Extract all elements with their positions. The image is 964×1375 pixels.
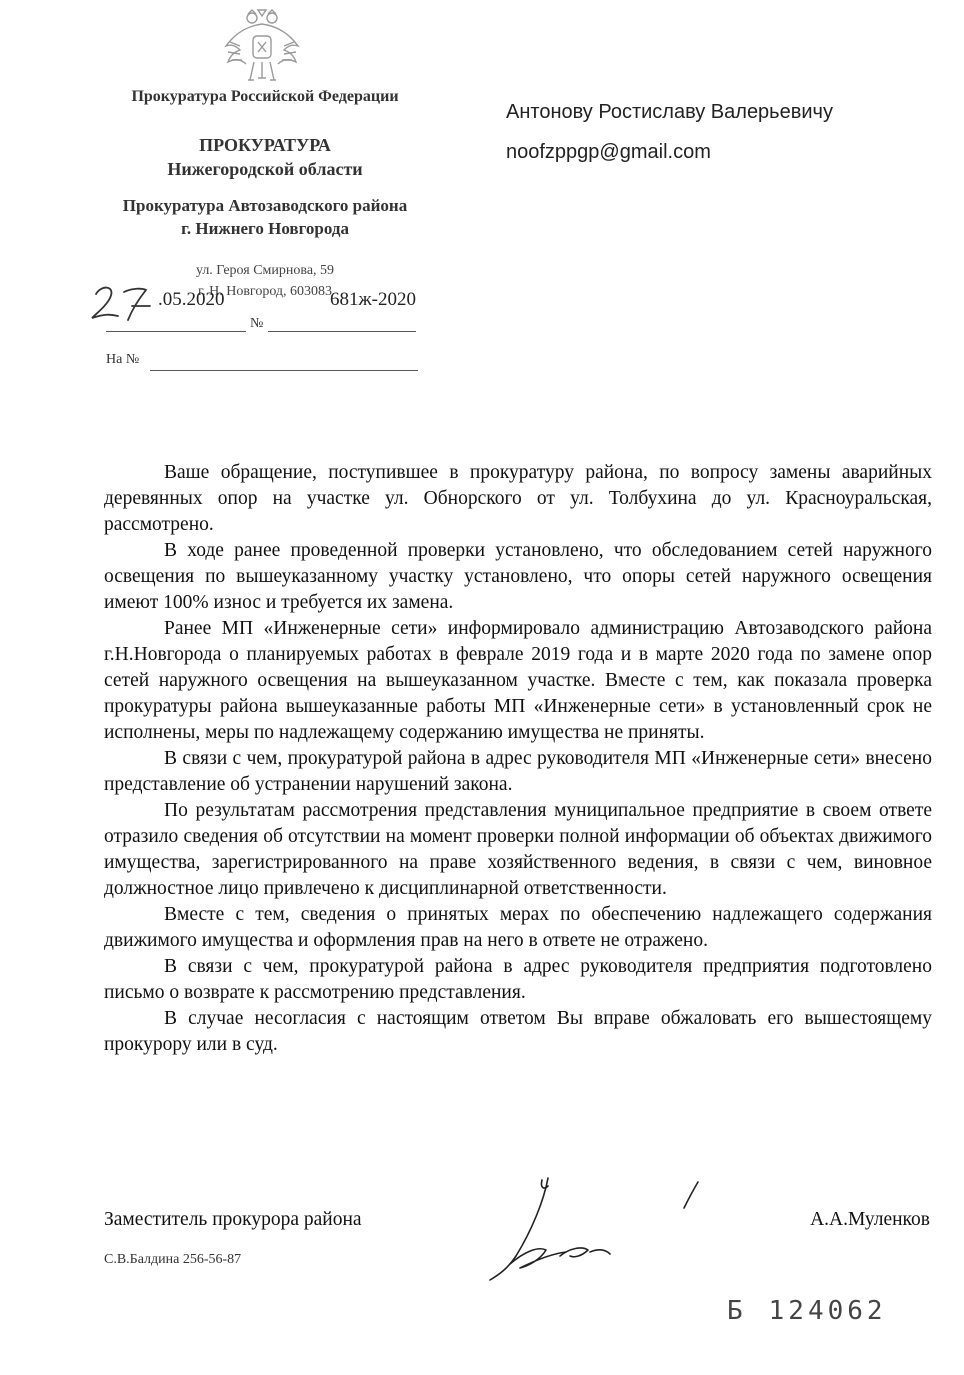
executor-contact: С.В.Балдина 256-56-87	[104, 1252, 242, 1267]
form-serial-number: 124062	[768, 1296, 887, 1326]
recipient-name: Антонову Ростиславу Валерьевичу	[506, 101, 833, 123]
address-line-1: ул. Героя Смирнова, 59	[195, 263, 335, 278]
body-paragraph: Вместе с тем, сведения о принятых мерах по обеспечению надлежащего содержания движимого имущества и оформления прав на него в ответе не отражено.	[104, 904, 932, 951]
org-district-line-2: г. Нижнего Новгорода	[181, 219, 349, 238]
letter-body	[104, 460, 932, 1058]
signatory-name: А.А.Муленков	[810, 1209, 930, 1230]
coat-of-arms-emblem	[218, 6, 306, 88]
reply-to-underline	[150, 370, 418, 371]
handwritten-day-text: 27	[88, 280, 89, 281]
form-serial	[727, 1296, 909, 1326]
date-underline	[106, 331, 246, 332]
signatory-title: Заместитель прокурора района	[104, 1209, 362, 1230]
org-federal: Прокуратура Российской Федерации	[131, 88, 399, 105]
recipient-block	[506, 92, 833, 172]
number-underline	[268, 331, 416, 332]
letter-date: .05.2020	[158, 289, 225, 310]
body-paragraph: Ранее МП «Инженерные сети» информировало администрацию Автозаводского района г.Н.Новгорода о планируемых работах в феврале 2019 года и в марте 2020 года по замене опор сетей наружного освещения на вышеуказанном участке. Вместе с тем, как показала проверка прокуратуры района вышеуказанные работы МП «Инженерные сети» в установленный срок не исполнены, меры по надлежащему содержанию имущества не приняты.	[104, 618, 932, 743]
body-paragraph: В ходе ранее проведенной проверки установлено, что обследованием сетей наружного освещения по вышеуказанному участку установлено, что опоры сетей наружного освещения имеют 100% износ и требуется их замена.	[104, 540, 932, 613]
body-paragraph: Ваше обращение, поступившее в прокуратуру района, по вопросу замены аварийных деревянных опор на участке ул. Обнорского от ул. Толбухина до ул. Красноуральская, рассмотрено.	[104, 462, 932, 535]
recipient-email: noofzppgp@gmail.com	[506, 141, 711, 163]
body-paragraph: В случае несогласия с настоящим ответом Вы вправе обжаловать его вышестоящему прокурору или в суд.	[104, 1008, 932, 1055]
body-paragraph: По результатам рассмотрения представления муниципальное предприятие в своем ответе отразило сведения об отсутствии на момент проверки полной информации об объектах движимого имущества, зарегистрированного на праве хозяйственного ведения, в связи с чем, виновное должностное лицо привлечено к дисциплинарной ответственности.	[104, 800, 932, 899]
org-regional	[70, 133, 460, 181]
body-paragraph: В связи с чем, прокуратурой района в адрес руководителя предприятия подготовлено письмо о возврате к рассмотрению представления.	[104, 956, 932, 1003]
form-serial-letter: Б	[727, 1296, 747, 1326]
letter-number: 681ж-2020	[330, 289, 416, 310]
org-regional-line-1: ПРОКУРАТУРА	[199, 135, 331, 155]
handwritten-day	[88, 280, 160, 324]
org-district-line-1: Прокуратура Автозаводского района	[122, 196, 408, 215]
body-paragraph: В связи с чем, прокуратурой района в адрес руководителя МП «Инженерные сети» внесено представление об устранении нарушений закона.	[104, 748, 932, 795]
org-regional-line-2: Нижегородской области	[167, 159, 363, 179]
number-label: №	[250, 316, 264, 331]
reply-to-label: На №	[106, 352, 140, 367]
address-line-2: г. Н. Новгород, 603083	[197, 284, 333, 299]
handwritten-signature	[470, 1160, 730, 1300]
org-district	[70, 194, 460, 240]
